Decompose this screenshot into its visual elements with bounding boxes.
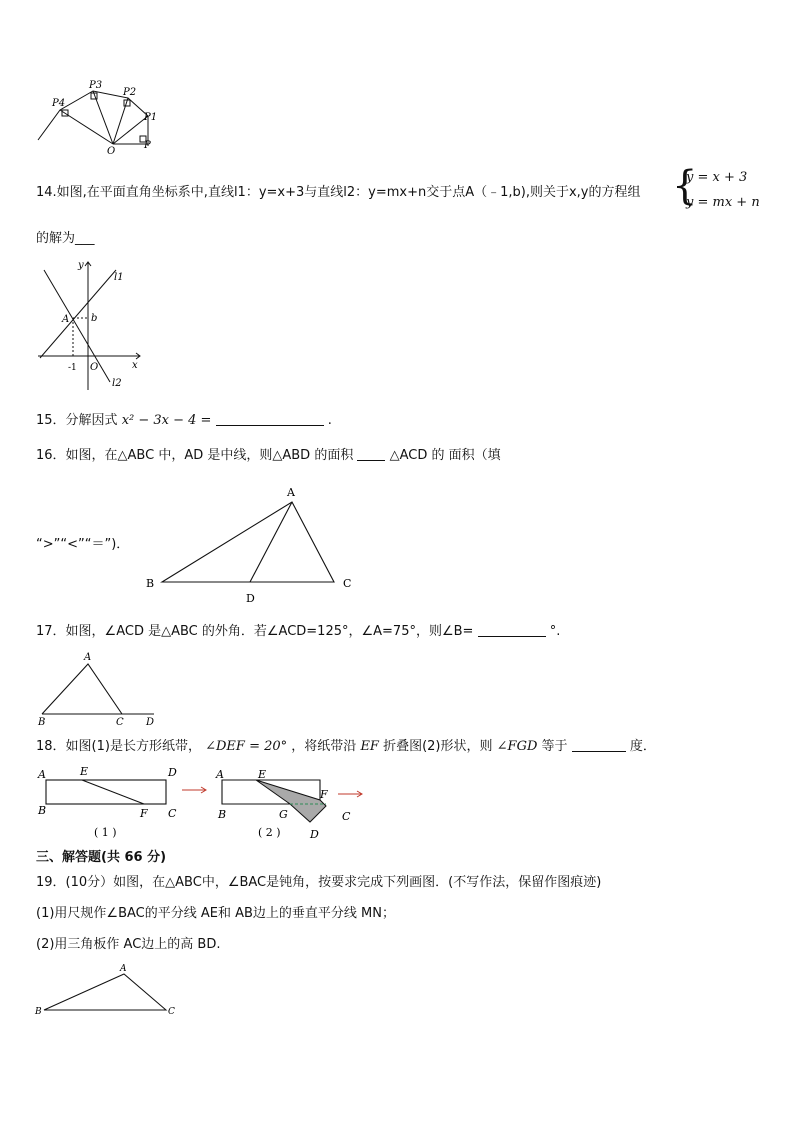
- q15-line: [36, 412, 332, 430]
- label-c: C: [342, 810, 351, 823]
- q16-line: [36, 447, 501, 465]
- label-p2: P2: [123, 87, 137, 98]
- label-b: B: [146, 577, 155, 590]
- label-b: B: [38, 717, 46, 728]
- label-e: E: [80, 765, 89, 778]
- label-b: B: [218, 808, 227, 821]
- label-a: A: [216, 768, 224, 781]
- label-a: A: [287, 486, 295, 499]
- q18-text-a: 18．如图(1)是长方形纸带，: [36, 739, 201, 754]
- q17-text: 17．如图，∠ACD 是△ABC 的外角．若∠ACD=125°，∠A=75°，则∠B=: [36, 624, 474, 639]
- q16-text-a: 16．如图，在△ABC 中，AD 是中线，则△ABD 的面积: [36, 448, 354, 463]
- fig13-diagram: [36, 78, 166, 156]
- q15-answer-blank[interactable]: [216, 412, 324, 426]
- label-e: E: [258, 768, 267, 781]
- caption-2: ( 2 ): [258, 826, 281, 839]
- q19-part2: (2)用三角板作 AC边上的高 BD.: [36, 937, 221, 952]
- label-l1: l1: [114, 272, 124, 283]
- label-b: b: [91, 313, 98, 324]
- q14-eq2: y = mx + n: [686, 195, 760, 210]
- label-c: C: [116, 717, 124, 728]
- label-d: D: [146, 717, 155, 728]
- q18-text-b: ，将纸带沿: [291, 739, 357, 754]
- label-y: y: [78, 260, 84, 271]
- q18-text-d: 等于: [541, 739, 568, 754]
- q18-angle: ∠DEF = 20°: [205, 739, 288, 754]
- arrow-right-icon: [338, 791, 362, 797]
- q14-text: 14.如图,在平面直角坐标系中,直线l1：y=x+3与直线l2：y=mx+n交于点A（﹣1,b),则关于x,y的方程组: [36, 185, 641, 200]
- label-x: x: [132, 360, 138, 371]
- label-a: A: [120, 964, 127, 974]
- section-title: 三、解答题(共 66 分): [36, 850, 167, 865]
- q15-expression: x² − 3x − 4 =: [121, 413, 212, 428]
- label-d: D: [310, 828, 319, 841]
- q17-answer-blank[interactable]: [478, 623, 546, 637]
- q14-continuation: 的解为___: [36, 231, 95, 246]
- q14-eq1: y = x + 3: [686, 170, 748, 185]
- label-p4: P4: [52, 98, 66, 109]
- label-o: O: [90, 362, 99, 373]
- label-p3: P3: [89, 80, 103, 91]
- label-c: C: [168, 807, 177, 820]
- q16-text-b: △ACD 的 面积（填: [389, 448, 501, 463]
- arrow-right-icon: [182, 787, 206, 793]
- label-a: A: [38, 768, 46, 781]
- label-b: B: [35, 1007, 42, 1017]
- label-f: F: [140, 807, 148, 820]
- label-g: G: [279, 808, 288, 821]
- q18-figures: [36, 760, 376, 846]
- label-p: P: [144, 140, 151, 151]
- q18-ef: EF: [360, 739, 379, 754]
- q14-brace: {: [672, 163, 698, 209]
- q18-fgd: ∠FGD: [496, 739, 538, 754]
- q17-triangle: [36, 650, 166, 728]
- q17-end: °.: [549, 624, 561, 639]
- q18-line: [36, 738, 656, 756]
- q18-text-c: 折叠图(2)形状，则: [383, 739, 493, 754]
- q17-line: [36, 623, 560, 641]
- q15-prefix: 15．分解因式: [36, 413, 118, 428]
- q18-answer-blank[interactable]: [572, 738, 626, 752]
- label-a: A: [62, 314, 70, 325]
- label-d: D: [168, 766, 177, 779]
- label-neg1: -1: [68, 363, 77, 373]
- label-o: O: [107, 146, 116, 156]
- label-c: C: [168, 1007, 175, 1017]
- label-f: F: [320, 788, 328, 801]
- q14-graph: [36, 258, 146, 392]
- q16-answer-blank[interactable]: [357, 447, 385, 461]
- label-l2: l2: [112, 378, 122, 389]
- q16-text-c: “>”“<”“＝”)．: [36, 537, 130, 552]
- q19-text: 19．(10分）如图，在△ABC中，∠BAC是钝角，按要求完成下列画图．(不写作法，保留作图痕迹): [36, 875, 602, 890]
- label-c: C: [343, 577, 352, 590]
- q18-end: 度．: [629, 739, 656, 754]
- q19-triangle: [34, 962, 184, 1020]
- caption-1: ( 1 ): [94, 826, 117, 839]
- label-d: D: [246, 592, 255, 605]
- label-b: B: [38, 804, 47, 817]
- label-p1: P1: [144, 112, 158, 123]
- q15-end: .: [327, 413, 332, 428]
- q16-triangle: [140, 484, 360, 606]
- q19-part1: (1)用尺规作∠BAC的平分线 AE和 AB边上的垂直平分线 MN；: [36, 906, 395, 921]
- label-a: A: [84, 652, 92, 663]
